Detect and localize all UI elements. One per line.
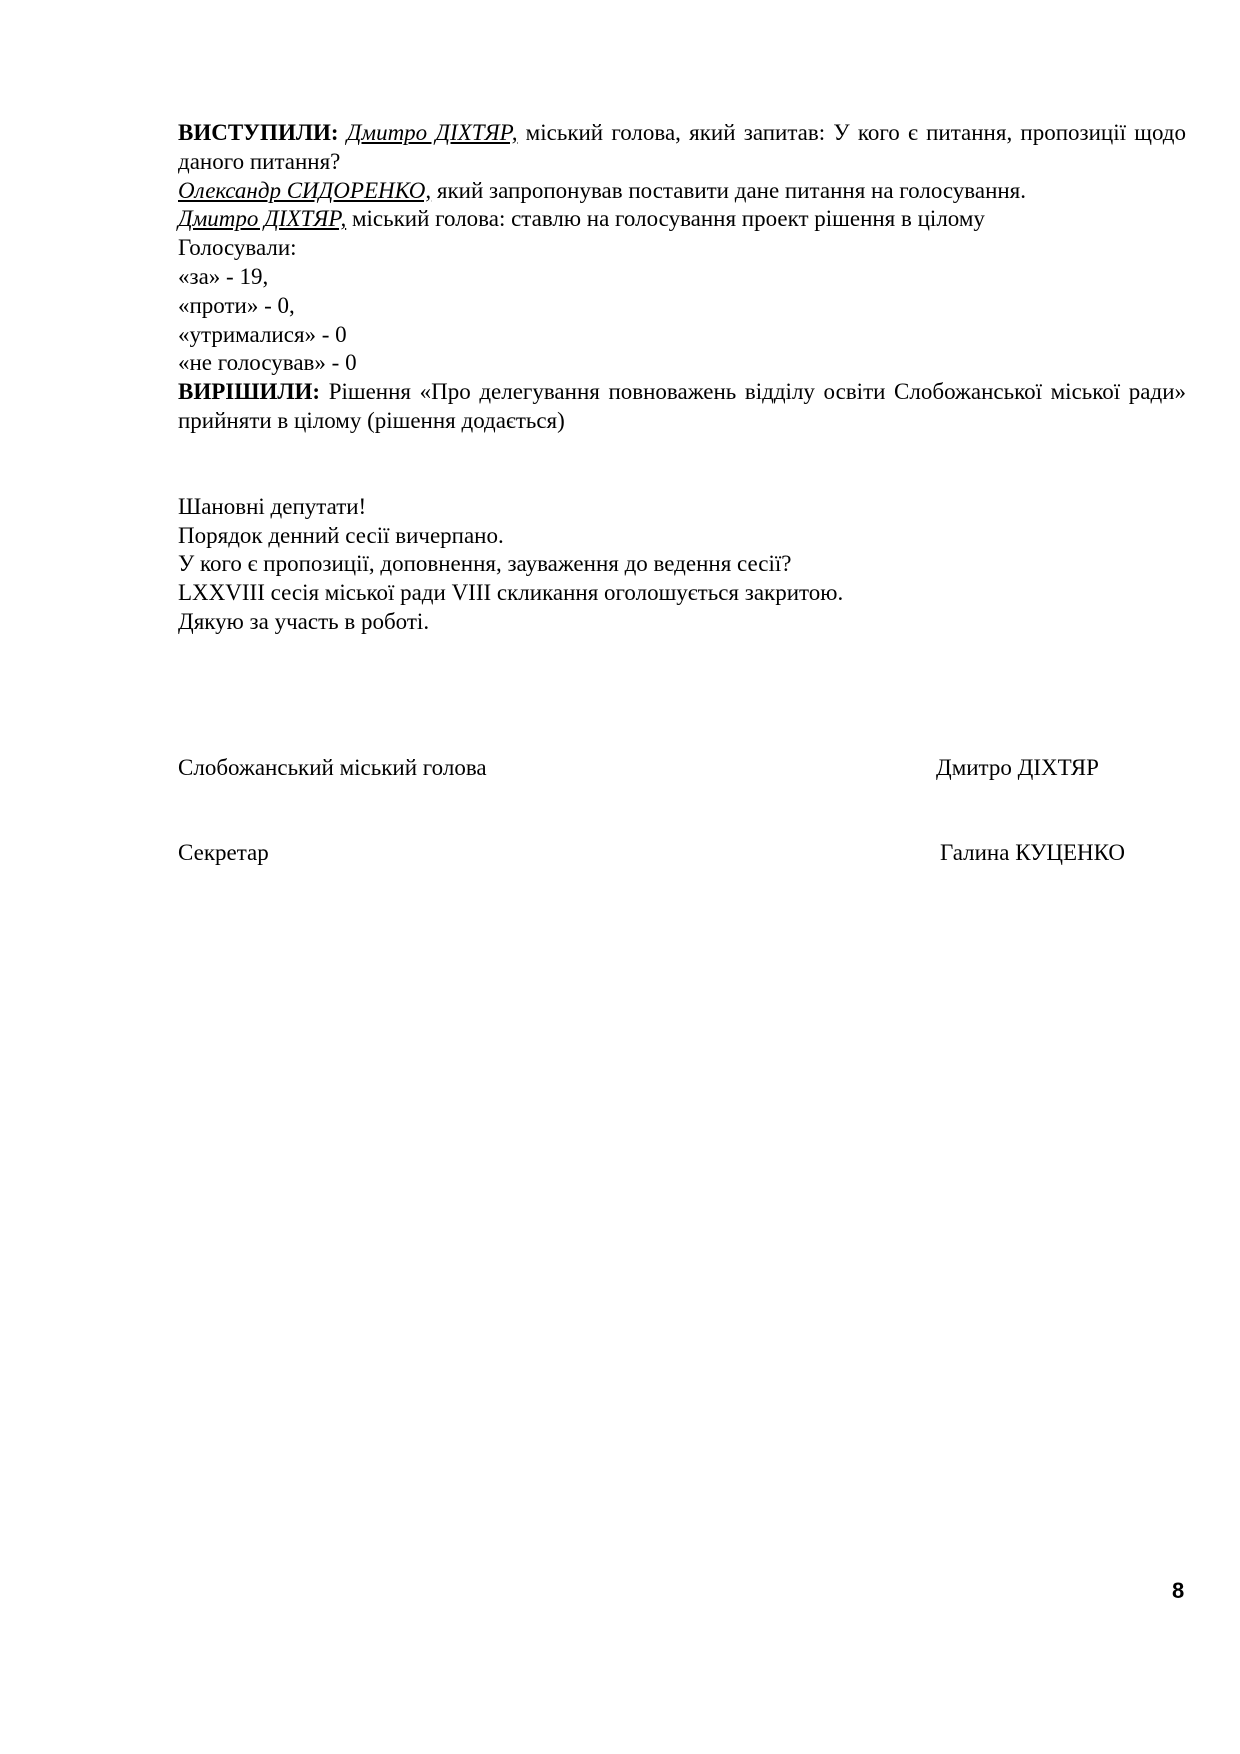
speaker-name: Дмитро ДІХТЯР, <box>178 206 347 232</box>
mayor-signature-row <box>178 755 1186 785</box>
vote-against: «проти» - 0, <box>178 292 295 318</box>
vote-for: «за» - 19, <box>178 263 269 289</box>
secretary-name: Галина КУЦЕНКО <box>940 840 1125 865</box>
closing-line: LXXVIII сесія міської ради VIII скликання оголошується закритою. <box>178 580 844 606</box>
minutes-body <box>178 119 1186 637</box>
vote-heading: Голосували: <box>178 235 297 261</box>
decision-label: ВИРІШИЛИ: <box>178 379 321 405</box>
vote-abstained: «утрималися» - 0 <box>178 321 347 347</box>
speaker-text: міський голова: ставлю на голосування проект рішення в цілому <box>346 206 985 232</box>
decision-paragraph <box>178 378 1186 436</box>
secretary-signature-row <box>178 840 1186 870</box>
speaker-text: який запропонував поставити дане питання на голосування. <box>431 177 1027 203</box>
speakers-paragraph-3 <box>178 205 1186 234</box>
speaker-text: міський голова, який запитав: У кого є питання, пропозиції щодо даного питання? <box>178 120 1187 174</box>
closing-line: У кого є пропозиції, доповнення, зауваження до ведення сесії? <box>178 551 792 577</box>
closing-line: Шановні депутати! <box>178 493 367 519</box>
speakers-paragraph-1 <box>178 119 1186 177</box>
secretary-title: Секретар <box>178 840 269 865</box>
closing-line: Дякую за участь в роботі. <box>178 608 430 634</box>
speakers-label: ВИСТУПИЛИ: <box>178 120 339 145</box>
vote-not-voted: «не голосував» - 0 <box>178 350 357 376</box>
decision-text: Рішення «Про делегування повноважень відділу освіти Слобожанської міської ради» прийняти в цілому (рішення додається) <box>178 379 1186 433</box>
closing-line: Порядок денний сесії вичерпано. <box>178 522 504 548</box>
speaker-name: Дмитро ДІХТЯР, <box>346 120 518 145</box>
speaker-name: Олександр СИДОРЕНКО, <box>178 177 432 203</box>
mayor-title: Слобожанський міський голова <box>178 755 487 780</box>
mayor-name: Дмитро ДІХТЯР <box>936 755 1099 780</box>
page-number: 8 <box>1172 1578 1185 1603</box>
speakers-paragraph-2 <box>178 177 1186 206</box>
paragraph-spacer <box>178 436 1186 493</box>
